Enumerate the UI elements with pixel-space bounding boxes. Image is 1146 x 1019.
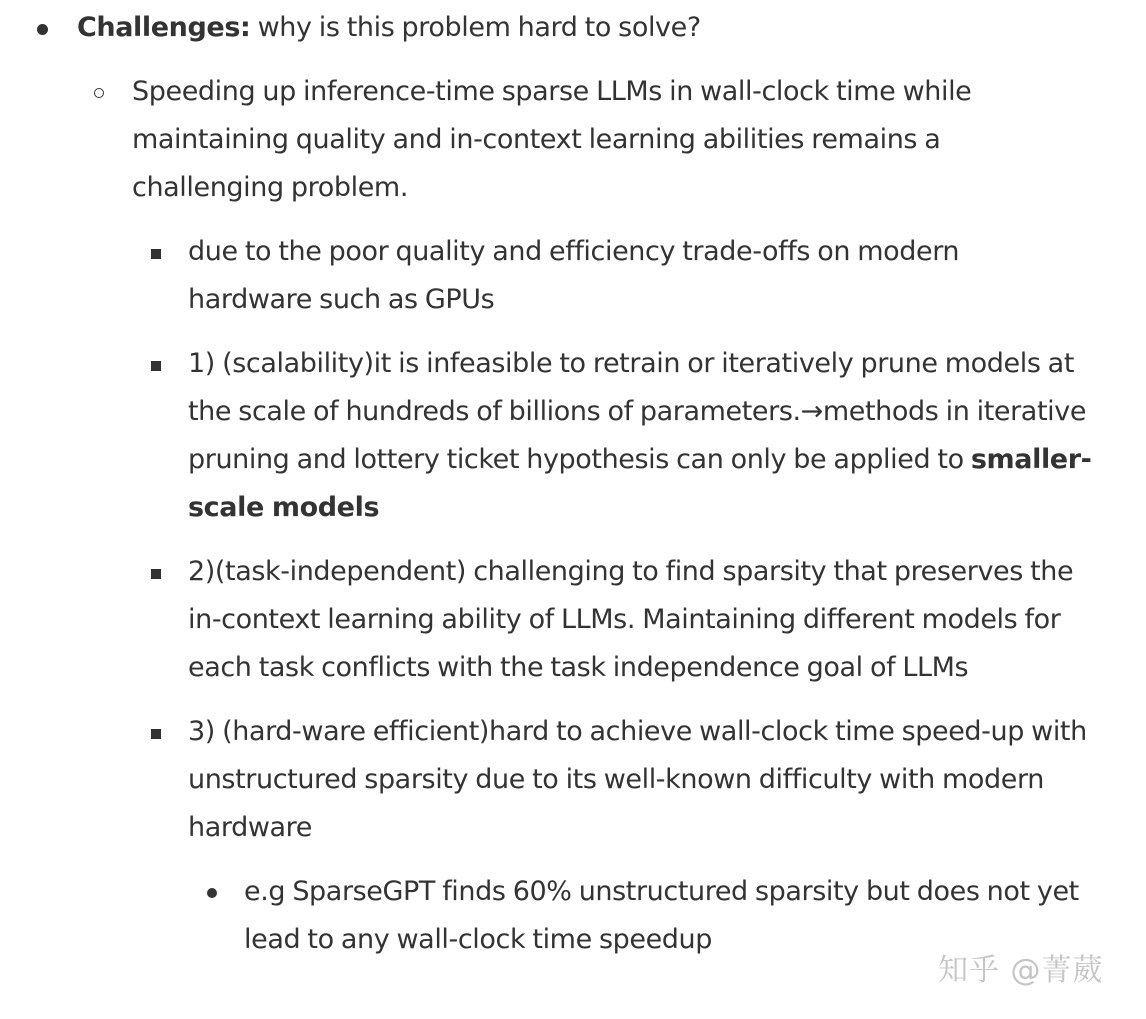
list-item-sparsegpt-example bbox=[0, 868, 1104, 964]
list-item-text: Speeding up inference-time sparse LLMs in wall-clock time while maintaining quality and in-context learning abilities remains a challenging problem. bbox=[132, 76, 972, 203]
smaller-scale-models-emphasis: smaller-scale models bbox=[188, 444, 1092, 523]
square-bullet-icon bbox=[151, 729, 161, 739]
list-item-tradeoffs bbox=[0, 228, 1048, 324]
list-item-text: e.g SparseGPT finds 60% unstructured sparsity but does not yet lead to any wall-clock time speedup bbox=[244, 876, 1079, 955]
challenges-label: Challenges: bbox=[77, 12, 251, 43]
list-item-scalability bbox=[0, 340, 1108, 532]
list-item-text: due to the poor quality and efficiency trade-offs on modern hardware such as GPUs bbox=[188, 236, 960, 315]
circle-bullet-icon bbox=[94, 88, 104, 98]
list-item-task-independent bbox=[0, 548, 1093, 692]
list-item-challenges bbox=[0, 4, 1146, 52]
zhihu-watermark: 知乎 @菁葳 bbox=[938, 953, 1104, 988]
list-item-text bbox=[77, 4, 1146, 52]
challenges-question: why is this problem hard to solve? bbox=[250, 12, 701, 43]
disc-bullet-icon bbox=[207, 888, 217, 898]
list-item-speeding-up bbox=[0, 68, 1052, 212]
list-item-text: 3) (hard-ware efficient)hard to achieve wall-clock time speed-up with unstructured sparsity due to its well-known difficulty with modern hardware bbox=[188, 716, 1087, 843]
list-item-text bbox=[188, 340, 1108, 532]
scalability-text: 1) (scalability)it is infeasible to retrain or iteratively prune models at the scale of hundreds of billions of parameters.→methods in iterative pruning and lottery ticket hypothesis can only be applied to bbox=[188, 348, 1087, 475]
disc-bullet-icon bbox=[37, 24, 48, 35]
square-bullet-icon bbox=[151, 249, 161, 259]
bullet-list bbox=[0, 4, 1146, 964]
square-bullet-icon bbox=[151, 361, 161, 371]
list-item-hardware-efficient bbox=[0, 708, 1108, 852]
square-bullet-icon bbox=[151, 569, 161, 579]
list-item-text: 2)(task-independent) challenging to find sparsity that preserves the in-context learning ability of LLMs. Maintaining different models for each task conflicts with the task independence goal of LLMs bbox=[188, 556, 1074, 683]
